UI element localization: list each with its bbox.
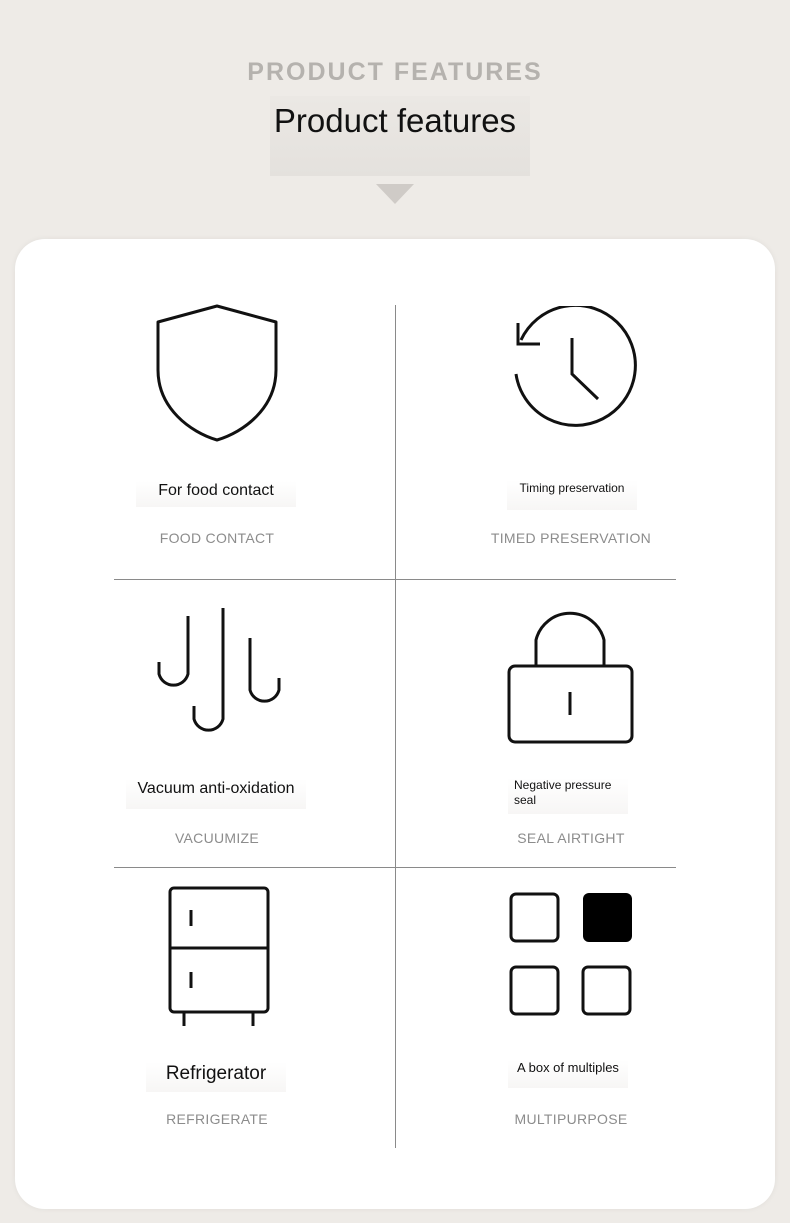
feature-caption: MULTIPURPOSE <box>514 1111 628 1127</box>
page-title: Product features <box>273 102 517 139</box>
down-arrow-icon <box>376 184 414 204</box>
vacuum-hooks-icon <box>154 604 286 744</box>
grid-divider-horizontal <box>114 867 676 868</box>
feature-caption: VACUUMIZE <box>174 830 260 846</box>
grid-divider-horizontal <box>114 579 676 580</box>
feature-label: Refrigerator <box>146 1062 286 1092</box>
feature-label: Timing preservation <box>507 480 637 510</box>
shield-icon <box>150 300 284 448</box>
feature-caption: TIMED PRESERVATION <box>490 530 652 546</box>
clock-history-icon <box>505 306 640 441</box>
feature-caption: FOOD CONTACT <box>159 530 275 546</box>
grid-boxes-icon <box>507 890 637 1020</box>
feature-caption: REFRIGERATE <box>166 1111 268 1127</box>
feature-label: For food contact <box>136 481 296 507</box>
page-eyebrow: PRODUCT FEATURES <box>247 58 543 86</box>
padlock-icon <box>504 600 638 748</box>
feature-label: Vacuum anti-oxidation <box>126 779 306 809</box>
grid-divider-vertical <box>395 305 396 1148</box>
feature-caption: SEAL AIRTIGHT <box>517 830 625 846</box>
feature-label: A box of multiples <box>508 1060 628 1088</box>
refrigerator-icon <box>165 884 273 1030</box>
feature-label: Negative pressure seal <box>508 778 628 814</box>
